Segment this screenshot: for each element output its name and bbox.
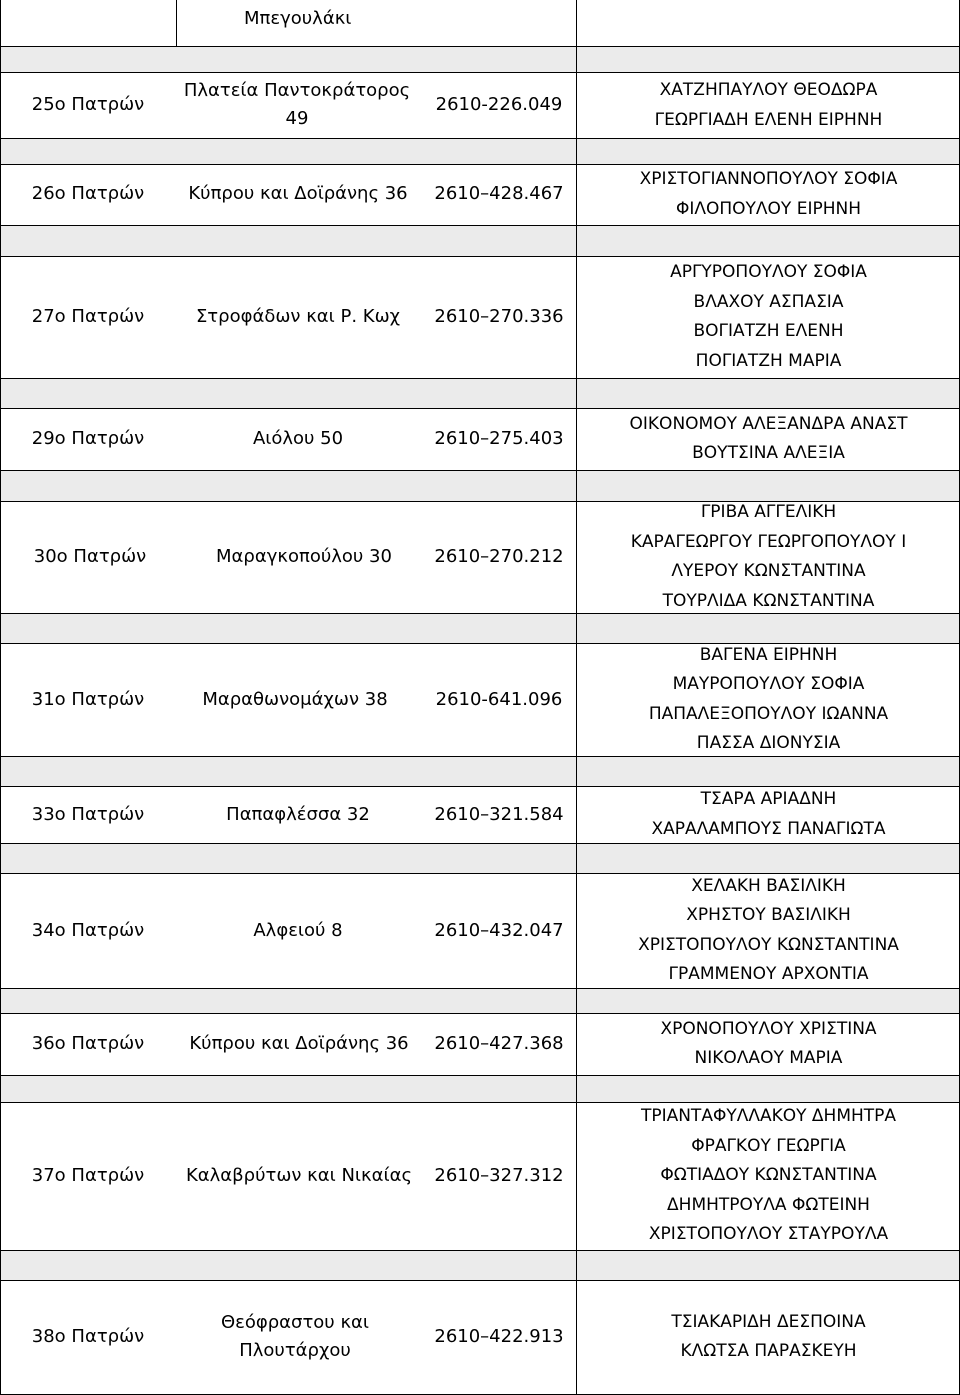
phone-cell: 2610–327.312 <box>434 1165 564 1186</box>
teacher-name: ΦΙΛΟΠΟΥΛΟΥ ΕΙΡΗΝΗ <box>675 198 862 219</box>
grid-line-horizontal <box>0 1250 960 1251</box>
teacher-list <box>577 643 960 756</box>
address-cell: Κύπρου και Δοϊράνης 36 <box>189 1033 409 1054</box>
teacher-name: ΔΗΜΗΤΡΟΥΛΑ ΦΩΤΕΙΝΗ <box>667 1194 870 1215</box>
row-separator <box>0 843 960 873</box>
address-cell: Παπαφλέσσα 32 <box>226 803 370 825</box>
teacher-list <box>577 408 960 470</box>
row-separator <box>0 756 960 786</box>
address-cell: Θεόφραστου και Πλουτάρχου <box>220 1312 370 1361</box>
teacher-name: ΛΥΕΡΟΥ ΚΩΝΣΤΑΝΤΙΝΑ <box>671 561 866 581</box>
school-name-cell: 34ο Πατρών <box>31 919 145 941</box>
address-cell: Αλφειού 8 <box>253 919 343 941</box>
teacher-list <box>577 501 960 613</box>
teacher-name: ΒΟΥΤΣΙΝΑ ΑΛΕΞΙΑ <box>692 443 845 463</box>
address-cell: Πλατεία Παντοκράτορος 49 <box>183 80 411 129</box>
row-separator <box>0 225 960 256</box>
teacher-name: ΧΡΙΣΤΟΓΙΑΝΝΟΠΟΥΛΟΥ ΣΟΦΙΑ <box>639 169 898 189</box>
school-name-cell: 30ο Πατρών <box>33 546 147 567</box>
teacher-name: ΒΛΑΧΟΥ ΑΣΠΑΣΙΑ <box>693 291 844 312</box>
phone-cell: 2610-641.096 <box>435 688 563 710</box>
teacher-name: ΤΡΙΑΝΤΑΦΥΛΛΑΚΟΥ ΔΗΜΗΤΡΑ <box>640 1106 897 1127</box>
row-separator <box>0 470 960 501</box>
school-name-cell: 27ο Πατρών <box>31 306 145 327</box>
school-name-cell: 31ο Πατρών <box>31 688 145 710</box>
grid-line-horizontal <box>0 225 960 226</box>
teacher-name: ΟΙΚΟΝΟΜΟΥ ΑΛΕΞΑΝΔΡΑ ΑΝΑΣΤ <box>629 413 908 434</box>
teacher-name: ΧΡΙΣΤΟΠΟΥΛΟΥ ΣΤΑΥΡΟΥΛΑ <box>648 1224 889 1245</box>
phone-cell: 2610–428.467 <box>434 183 564 204</box>
school-name-cell: 36ο Πατρών <box>31 1033 145 1054</box>
teacher-name: ΠΑΠΑΛΕΞΟΠΟΥΛΟΥ ΙΩΑΝΝΑ <box>648 703 889 724</box>
teacher-list <box>577 786 960 843</box>
school-name-cell: 33ο Πατρών <box>31 803 145 825</box>
teacher-list <box>577 1280 960 1394</box>
teacher-list <box>577 164 960 225</box>
teacher-list <box>577 1102 960 1250</box>
phone-cell: 2610–275.403 <box>434 428 564 449</box>
address-cell: Μαραγκοπούλου 30 <box>216 546 392 567</box>
row-separator <box>0 613 960 643</box>
teacher-name: ΧΡΟΝΟΠΟΥΛΟΥ ΧΡΙΣΤΙΝΑ <box>660 1018 877 1039</box>
school-name-cell: 38ο Πατρών <box>31 1326 145 1347</box>
teacher-name: ΤΣΑΡΑ ΑΡΙΑΔΝΗ <box>700 789 837 809</box>
teacher-name: ΓΕΩΡΓΙΑΔΗ ΕΛΕΝΗ ΕΙΡΗΝΗ <box>654 109 883 130</box>
teacher-list <box>577 873 960 988</box>
teacher-name: ΦΩΤΙΑΔΟΥ ΚΩΝΣΤΑΝΤΙΝΑ <box>660 1165 877 1186</box>
teacher-name: ΧΕΛΑΚΗ ΒΑΣΙΛΙΚΗ <box>691 875 846 896</box>
teacher-name: ΤΟΥΡΛΙΔΑ ΚΩΝΣΤΑΝΤΙΝΑ <box>662 590 875 611</box>
school-name-cell: 37ο Πατρών <box>31 1165 145 1186</box>
school-name-cell: 25ο Πατρών <box>31 94 145 115</box>
teacher-name: ΓΡΑΜΜΕΝΟΥ ΑΡΧΟΝΤΙΑ <box>668 964 869 984</box>
school-name-cell: 29ο Πατρών <box>31 428 145 449</box>
grid-line-horizontal <box>0 138 960 139</box>
phone-cell: 2610–270.212 <box>434 546 564 567</box>
teacher-name: ΠΟΓΙΑΤΖΗ ΜΑΡΙΑ <box>695 350 842 371</box>
teacher-name: ΒΑΓΕΝΑ ΕΙΡΗΝΗ <box>699 644 838 665</box>
row-separator <box>0 378 960 408</box>
row-separator <box>0 138 960 164</box>
teacher-name: ΧΡΙΣΤΟΠΟΥΛΟΥ ΚΩΝΣΤΑΝΤΙΝΑ <box>638 934 899 955</box>
teacher-name: ΚΑΡΑΓΕΩΡΓΟΥ ΓΕΩΡΓΟΠΟΥΛΟΥ Ι <box>630 531 907 552</box>
teacher-name: ΦΡΑΓΚΟΥ ΓΕΩΡΓΙΑ <box>691 1135 846 1156</box>
phone-cell: 2610–321.584 <box>434 803 564 825</box>
teacher-name: ΝΙΚΟΛΑΟΥ ΜΑΡΙΑ <box>694 1048 843 1068</box>
teacher-name: ΑΡΓΥΡΟΠΟΥΛΟΥ ΣΟΦΙΑ <box>670 262 867 282</box>
row-separator <box>0 1075 960 1102</box>
teacher-name: ΧΡΗΣΤΟΥ ΒΑΣΙΛΙΚΗ <box>686 905 851 925</box>
phone-cell: 2610-226.049 <box>435 94 563 115</box>
grid-line-horizontal <box>0 46 960 47</box>
teacher-name: ΜΑΥΡΟΠΟΥΛΟΥ ΣΟΦΙΑ <box>672 674 865 694</box>
phone-cell: 2610–270.336 <box>434 306 564 327</box>
address-cell: Μπεγουλάκι <box>244 8 352 29</box>
teacher-name: ΧΑΡΑΛΑΜΠΟΥΣ ΠΑΝΑΓΙΩΤΑ <box>651 818 886 839</box>
phone-cell: 2610–422.913 <box>434 1326 564 1347</box>
teacher-list <box>577 76 960 135</box>
address-cell: Αιόλου 50 <box>252 428 344 449</box>
address-cell: Καλαβρύτων και Νικαίας <box>185 1165 413 1186</box>
phone-cell: 2610–432.047 <box>434 919 564 941</box>
teacher-list <box>577 1013 960 1075</box>
grid-line-horizontal <box>0 1075 960 1076</box>
teacher-name: ΤΣΙΑΚΑΡΙΔΗ ΔΕΣΠΟΙΝΑ <box>671 1311 866 1332</box>
address-cell: Μαραθωνομάχων 38 <box>202 688 388 710</box>
grid-line-horizontal <box>0 470 960 471</box>
teacher-name: ΓΡΙΒΑ ΑΓΓΕΛΙΚΗ <box>700 502 837 522</box>
row-separator <box>0 988 960 1013</box>
address-cell: Στροφάδων και Ρ. Κωχ <box>195 306 401 327</box>
grid-line-horizontal <box>0 378 960 379</box>
school-name-cell: 26ο Πατρών <box>31 183 145 204</box>
grid-line-vertical <box>176 0 177 46</box>
address-cell: Κύπρου και Δοϊράνης 36 <box>188 183 408 204</box>
teacher-name: ΧΑΤΖΗΠΑΥΛΟΥ ΘΕΟΔΩΡΑ <box>659 80 878 100</box>
phone-cell: 2610–427.368 <box>434 1033 564 1054</box>
teacher-name: ΒΟΓΙΑΤΖΗ ΕΛΕΝΗ <box>693 321 844 341</box>
row-separator <box>0 46 960 72</box>
teacher-list <box>577 256 960 378</box>
teacher-name: ΚΛΩΤΣΑ ΠΑΡΑΣΚΕΥΗ <box>680 1341 857 1361</box>
teacher-name: ΠΑΣΣΑ ΔΙΟΝΥΣΙΑ <box>696 733 841 753</box>
row-separator <box>0 1250 960 1280</box>
